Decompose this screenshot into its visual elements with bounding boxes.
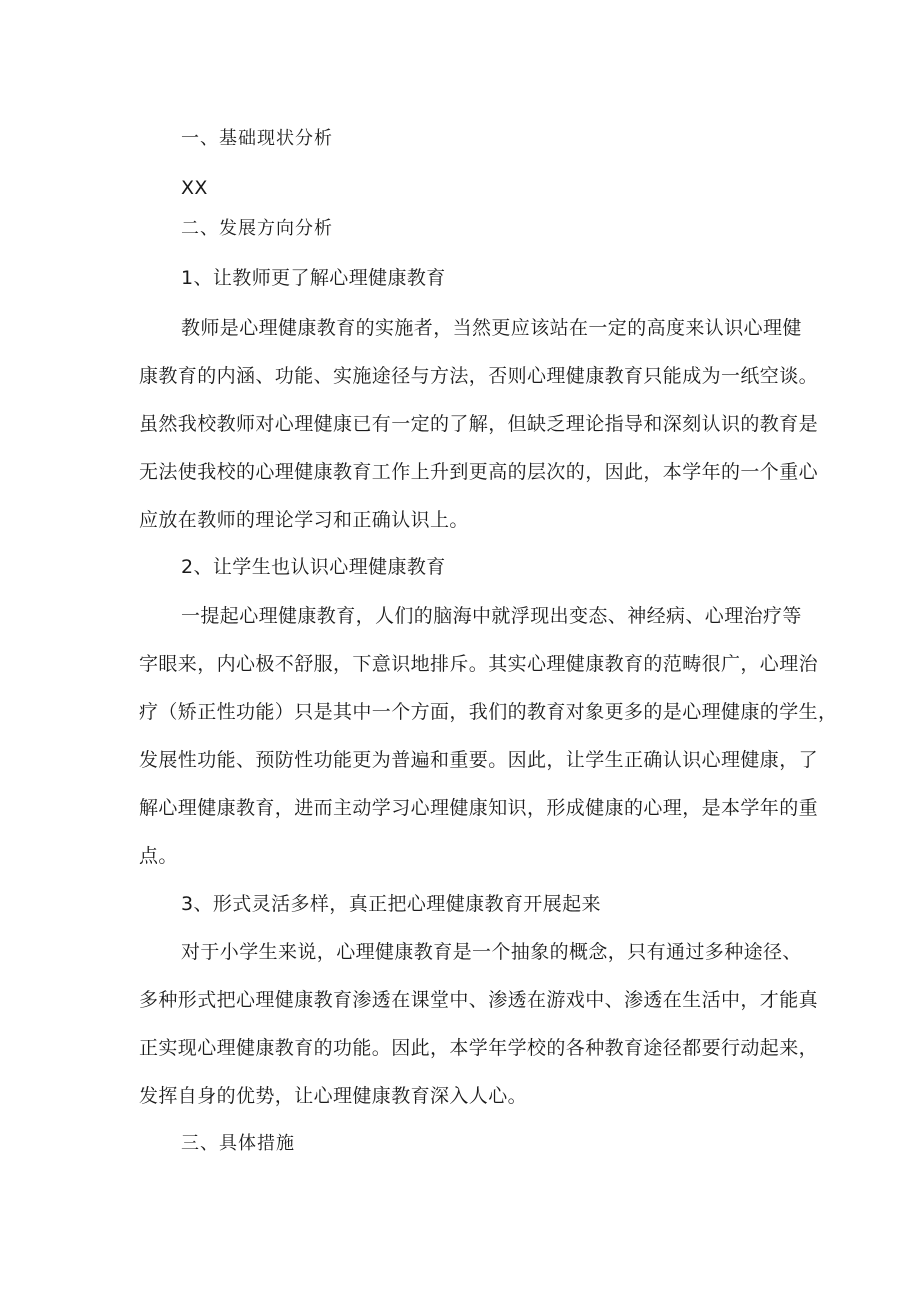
paragraph-1-line-3: 虽然我校教师对心理健康已有一定的了解，但缺乏理论指导和深刻认识的教育是 (139, 413, 819, 435)
section-heading-2: 二、发展方向分析 (181, 218, 333, 239)
paragraph-1-line-1: 教师是心理健康教育的实施者，当然更应该站在一定的高度来认识心理健 (181, 317, 802, 339)
paragraph-2-line-5: 解心理健康教育，进而主动学习心理健康知识，形成健康的心理，是本学年的重 (139, 797, 819, 819)
paragraph-3-line-4: 发挥自身的优势，让心理健康教育深入人心。 (139, 1085, 528, 1107)
paragraph-2-line-1: 一提起心理健康教育，人们的脑海中就浮现出变态、神经病、心理治疗等 (181, 605, 802, 627)
paragraph-2-line-6: 点。 (139, 845, 178, 867)
paragraph-3-line-1: 对于小学生来说，心理健康教育是一个抽象的概念，只有通过多种途径、 (181, 941, 802, 963)
subsection-heading-3: 3、形式灵活多样，真正把心理健康教育开展起来 (181, 893, 601, 915)
section-1-body: XX (181, 177, 208, 199)
subsection-heading-1: 1、让教师更了解心理健康教育 (181, 267, 446, 289)
paragraph-3-line-3: 正实现心理健康教育的功能。因此，本学年学校的各种教育途径都要行动起来， (139, 1037, 819, 1059)
paragraph-1-line-5: 应放在教师的理论学习和正确认识上。 (139, 509, 469, 531)
subsection-heading-2: 2、让学生也认识心理健康教育 (181, 556, 446, 578)
section-heading-1: 一、基础现状分析 (181, 128, 333, 149)
section-heading-3: 三、具体措施 (181, 1133, 295, 1154)
paragraph-1-line-2: 康教育的内涵、功能、实施途径与方法，否则心理健康教育只能成为一纸空谈。 (139, 365, 819, 387)
paragraph-2-line-2: 字眼来，内心极不舒服，下意识地排斥。其实心理健康教育的范畴很广，心理治 (139, 653, 819, 675)
paragraph-2-line-3: 疗（矫正性功能）只是其中一个方面，我们的教育对象更多的是心理健康的学生， (139, 701, 838, 723)
paragraph-3-line-2: 多种形式把心理健康教育渗透在课堂中、渗透在游戏中、渗透在生活中，才能真 (139, 989, 819, 1011)
paragraph-2-line-4: 发展性功能、预防性功能更为普遍和重要。因此，让学生正确认识心理健康，了 (139, 749, 819, 771)
paragraph-1-line-4: 无法使我校的心理健康教育工作上升到更高的层次的，因此，本学年的一个重心 (139, 461, 819, 483)
